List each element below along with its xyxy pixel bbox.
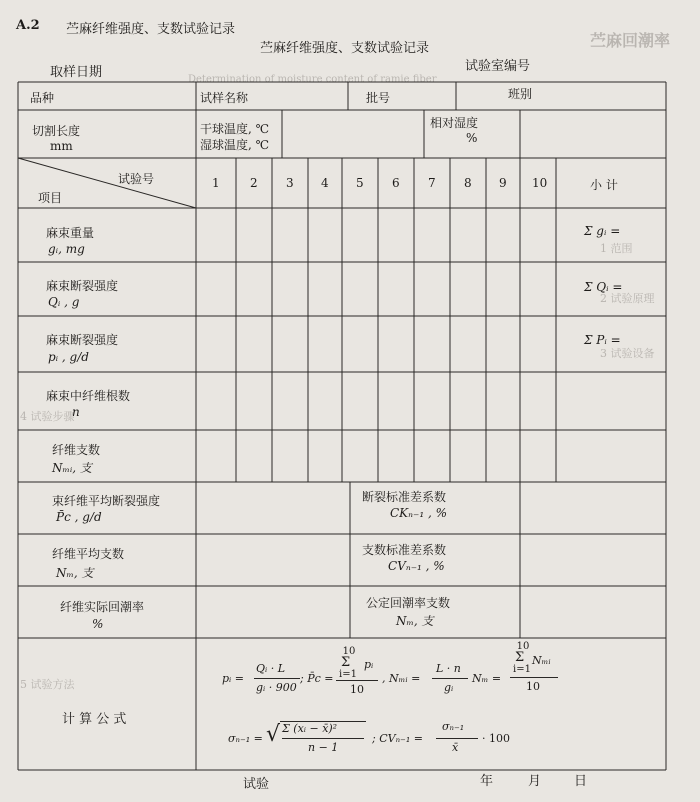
formula-cv-tail: · 100 bbox=[482, 732, 510, 745]
formula-nmi-numerator: L · n bbox=[436, 662, 461, 675]
formula-label: 计 算 公 式 bbox=[62, 712, 127, 727]
bleed-through-line: 5 试验方法 bbox=[20, 678, 75, 691]
cut-length-label: 切割长度 bbox=[32, 124, 81, 138]
formula-sigma-lhs: σₙ₋₁ = bbox=[228, 732, 263, 745]
formula-nm-fraction-bar bbox=[510, 677, 558, 678]
formula-cv-numerator: σₙ₋₁ bbox=[442, 720, 465, 733]
shift-label: 班别 bbox=[508, 87, 533, 101]
test-no-label: 试验号 bbox=[118, 172, 155, 186]
formula-pc-term: pᵢ bbox=[364, 658, 374, 671]
footer-month-label: 月 bbox=[528, 774, 542, 789]
stat-left-label-mean-tenacity: 束纤维平均断裂强度 bbox=[52, 494, 161, 508]
stat-right-label-breaking-cv: 断裂标准差系数 bbox=[362, 490, 447, 504]
column-header-3: 3 bbox=[286, 176, 294, 190]
dry-bulb-label: 干球温度, ℃ bbox=[200, 122, 270, 136]
bleed-through-line: 4 试验步骤 bbox=[20, 410, 75, 423]
stat-left-symbol-mean-count: Nₘ, 支 bbox=[56, 566, 94, 580]
formula-p-fraction-bar bbox=[254, 678, 300, 679]
column-header-6: 6 bbox=[392, 176, 400, 190]
row-label-bundle-weight: 麻束重量 bbox=[46, 226, 95, 240]
bleed-through-line: 2 试验原理 bbox=[600, 292, 655, 305]
column-header-1: 1 bbox=[212, 176, 220, 190]
formula-nm-term: Nₘᵢ bbox=[532, 654, 551, 667]
wet-bulb-label: 湿球温度, ℃ bbox=[200, 138, 270, 152]
row-sum-bundle-breaking-load: Σ Qᵢ = bbox=[584, 280, 623, 294]
stat-right-symbol-breaking-cv: CKₙ₋₁ , % bbox=[390, 506, 447, 520]
column-header-7: 7 bbox=[428, 176, 436, 190]
stat-left-symbol-actual-regain: % bbox=[92, 617, 104, 631]
rel-humidity-label: 相对湿度 bbox=[430, 116, 479, 130]
footer-year-label: 年 bbox=[480, 774, 494, 789]
lab-number-label: 试验室编号 bbox=[465, 59, 531, 74]
row-label-bundle-breaking-load: 麻束断裂强度 bbox=[46, 279, 119, 293]
column-header-2: 2 bbox=[250, 176, 258, 190]
stat-right-label-conditioned-count: 公定回潮率支数 bbox=[366, 596, 451, 610]
formula-pc-sum-bottom: i=1 bbox=[339, 669, 357, 680]
column-header-5: 5 bbox=[356, 176, 364, 190]
column-header-10: 10 bbox=[532, 176, 548, 190]
formula-cv-denominator: x̄ bbox=[452, 741, 459, 754]
stat-left-symbol-mean-tenacity: P̄c , g/d bbox=[56, 510, 102, 524]
formula-pc-sigma: Σ bbox=[341, 655, 351, 670]
formula-p-numerator: Qᵢ · L bbox=[256, 662, 286, 675]
row-sum-bundle-tenacity: Σ Pᵢ = bbox=[584, 333, 621, 347]
item-label: 项目 bbox=[38, 191, 63, 205]
section-number: A.2 bbox=[16, 18, 40, 33]
row-label-fibre-count: 麻束中纤维根数 bbox=[46, 389, 131, 403]
row-label-fibre-yarn-count: 纤维支数 bbox=[52, 443, 101, 457]
formula-sigma-numerator: Σ (xᵢ − x̄)² bbox=[282, 722, 338, 735]
formula-pc-fraction-bar bbox=[336, 680, 378, 681]
cut-length-unit: mm bbox=[50, 139, 73, 153]
row-label-bundle-tenacity: 麻束断裂强度 bbox=[46, 333, 119, 347]
formula-sigma-denominator: n − 1 bbox=[308, 741, 339, 754]
formula-cv-fraction-bar bbox=[436, 738, 478, 739]
footer-day-label: 日 bbox=[574, 774, 588, 789]
row-symbol-bundle-breaking-load: Qᵢ , g bbox=[48, 295, 80, 309]
formula-nmi-fraction-bar bbox=[432, 678, 468, 679]
variety-label: 品种 bbox=[30, 91, 55, 105]
formula-nm-sum-bottom: i=1 bbox=[513, 664, 531, 675]
row-symbol-fibre-count: n bbox=[72, 405, 80, 419]
formula-sqrt-sign: √ bbox=[266, 722, 281, 747]
row-sum-bundle-weight: Σ gᵢ = bbox=[584, 224, 621, 238]
column-header-8: 8 bbox=[464, 176, 472, 190]
formula-nm-sum-top: 10 bbox=[516, 641, 530, 652]
bleed-through-line: 1 范围 bbox=[600, 242, 633, 255]
stat-right-symbol-count-cv: CVₙ₋₁ , % bbox=[388, 559, 445, 573]
table-title: 苎麻纤维强度、支数试验记录 bbox=[260, 41, 430, 56]
formula-p-lhs: pᵢ = bbox=[222, 672, 244, 685]
subtotal-label: 小 计 bbox=[590, 178, 618, 192]
formula-nm-lhs: Nₘ = bbox=[472, 672, 502, 685]
formula-p-denominator: gᵢ · 900 bbox=[256, 681, 297, 694]
stat-left-label-actual-regain: 纤维实际回潮率 bbox=[60, 600, 145, 614]
formula-pc-denominator: 10 bbox=[350, 683, 364, 696]
column-header-4: 4 bbox=[321, 176, 329, 190]
formula-sigma-fraction-bar bbox=[282, 738, 364, 739]
sampling-date-label: 取样日期 bbox=[50, 65, 103, 80]
row-symbol-fibre-yarn-count: Nₘᵢ, 支 bbox=[52, 461, 92, 475]
stat-right-symbol-conditioned-count: Nₘ, 支 bbox=[396, 614, 434, 628]
formula-nmi-lhs: , Nₘᵢ = bbox=[382, 672, 421, 685]
rel-humidity-unit: % bbox=[466, 131, 478, 145]
section-title: 苎麻纤维强度、支数试验记录 bbox=[66, 22, 236, 37]
bleed-through-title: 苎麻回潮率 bbox=[590, 31, 671, 50]
bleed-through-subtitle: Determination of moisture content of ramie fiber bbox=[188, 74, 437, 85]
row-symbol-bundle-weight: gᵢ, mg bbox=[48, 242, 85, 256]
formula-pc-lhs: ; P̄c = bbox=[300, 672, 334, 685]
row-symbol-bundle-tenacity: pᵢ , g/d bbox=[48, 350, 89, 364]
formula-pc-sum-top: 10 bbox=[342, 646, 356, 657]
batch-label: 批号 bbox=[366, 91, 391, 105]
column-header-9: 9 bbox=[499, 176, 507, 190]
formula-nm-denominator: 10 bbox=[526, 680, 540, 693]
formula-cv-lhs: ; CVₙ₋₁ = bbox=[372, 732, 423, 745]
sample-name-label: 试样名称 bbox=[200, 91, 249, 105]
bleed-through-line: 3 试验设备 bbox=[600, 347, 655, 360]
footer-tester-label: 试验 bbox=[243, 777, 270, 792]
formula-nmi-denominator: gᵢ bbox=[444, 681, 454, 694]
stat-left-label-mean-count: 纤维平均支数 bbox=[52, 547, 125, 561]
formula-nm-sigma: Σ bbox=[515, 650, 525, 665]
stat-right-label-count-cv: 支数标准差系数 bbox=[362, 543, 447, 557]
